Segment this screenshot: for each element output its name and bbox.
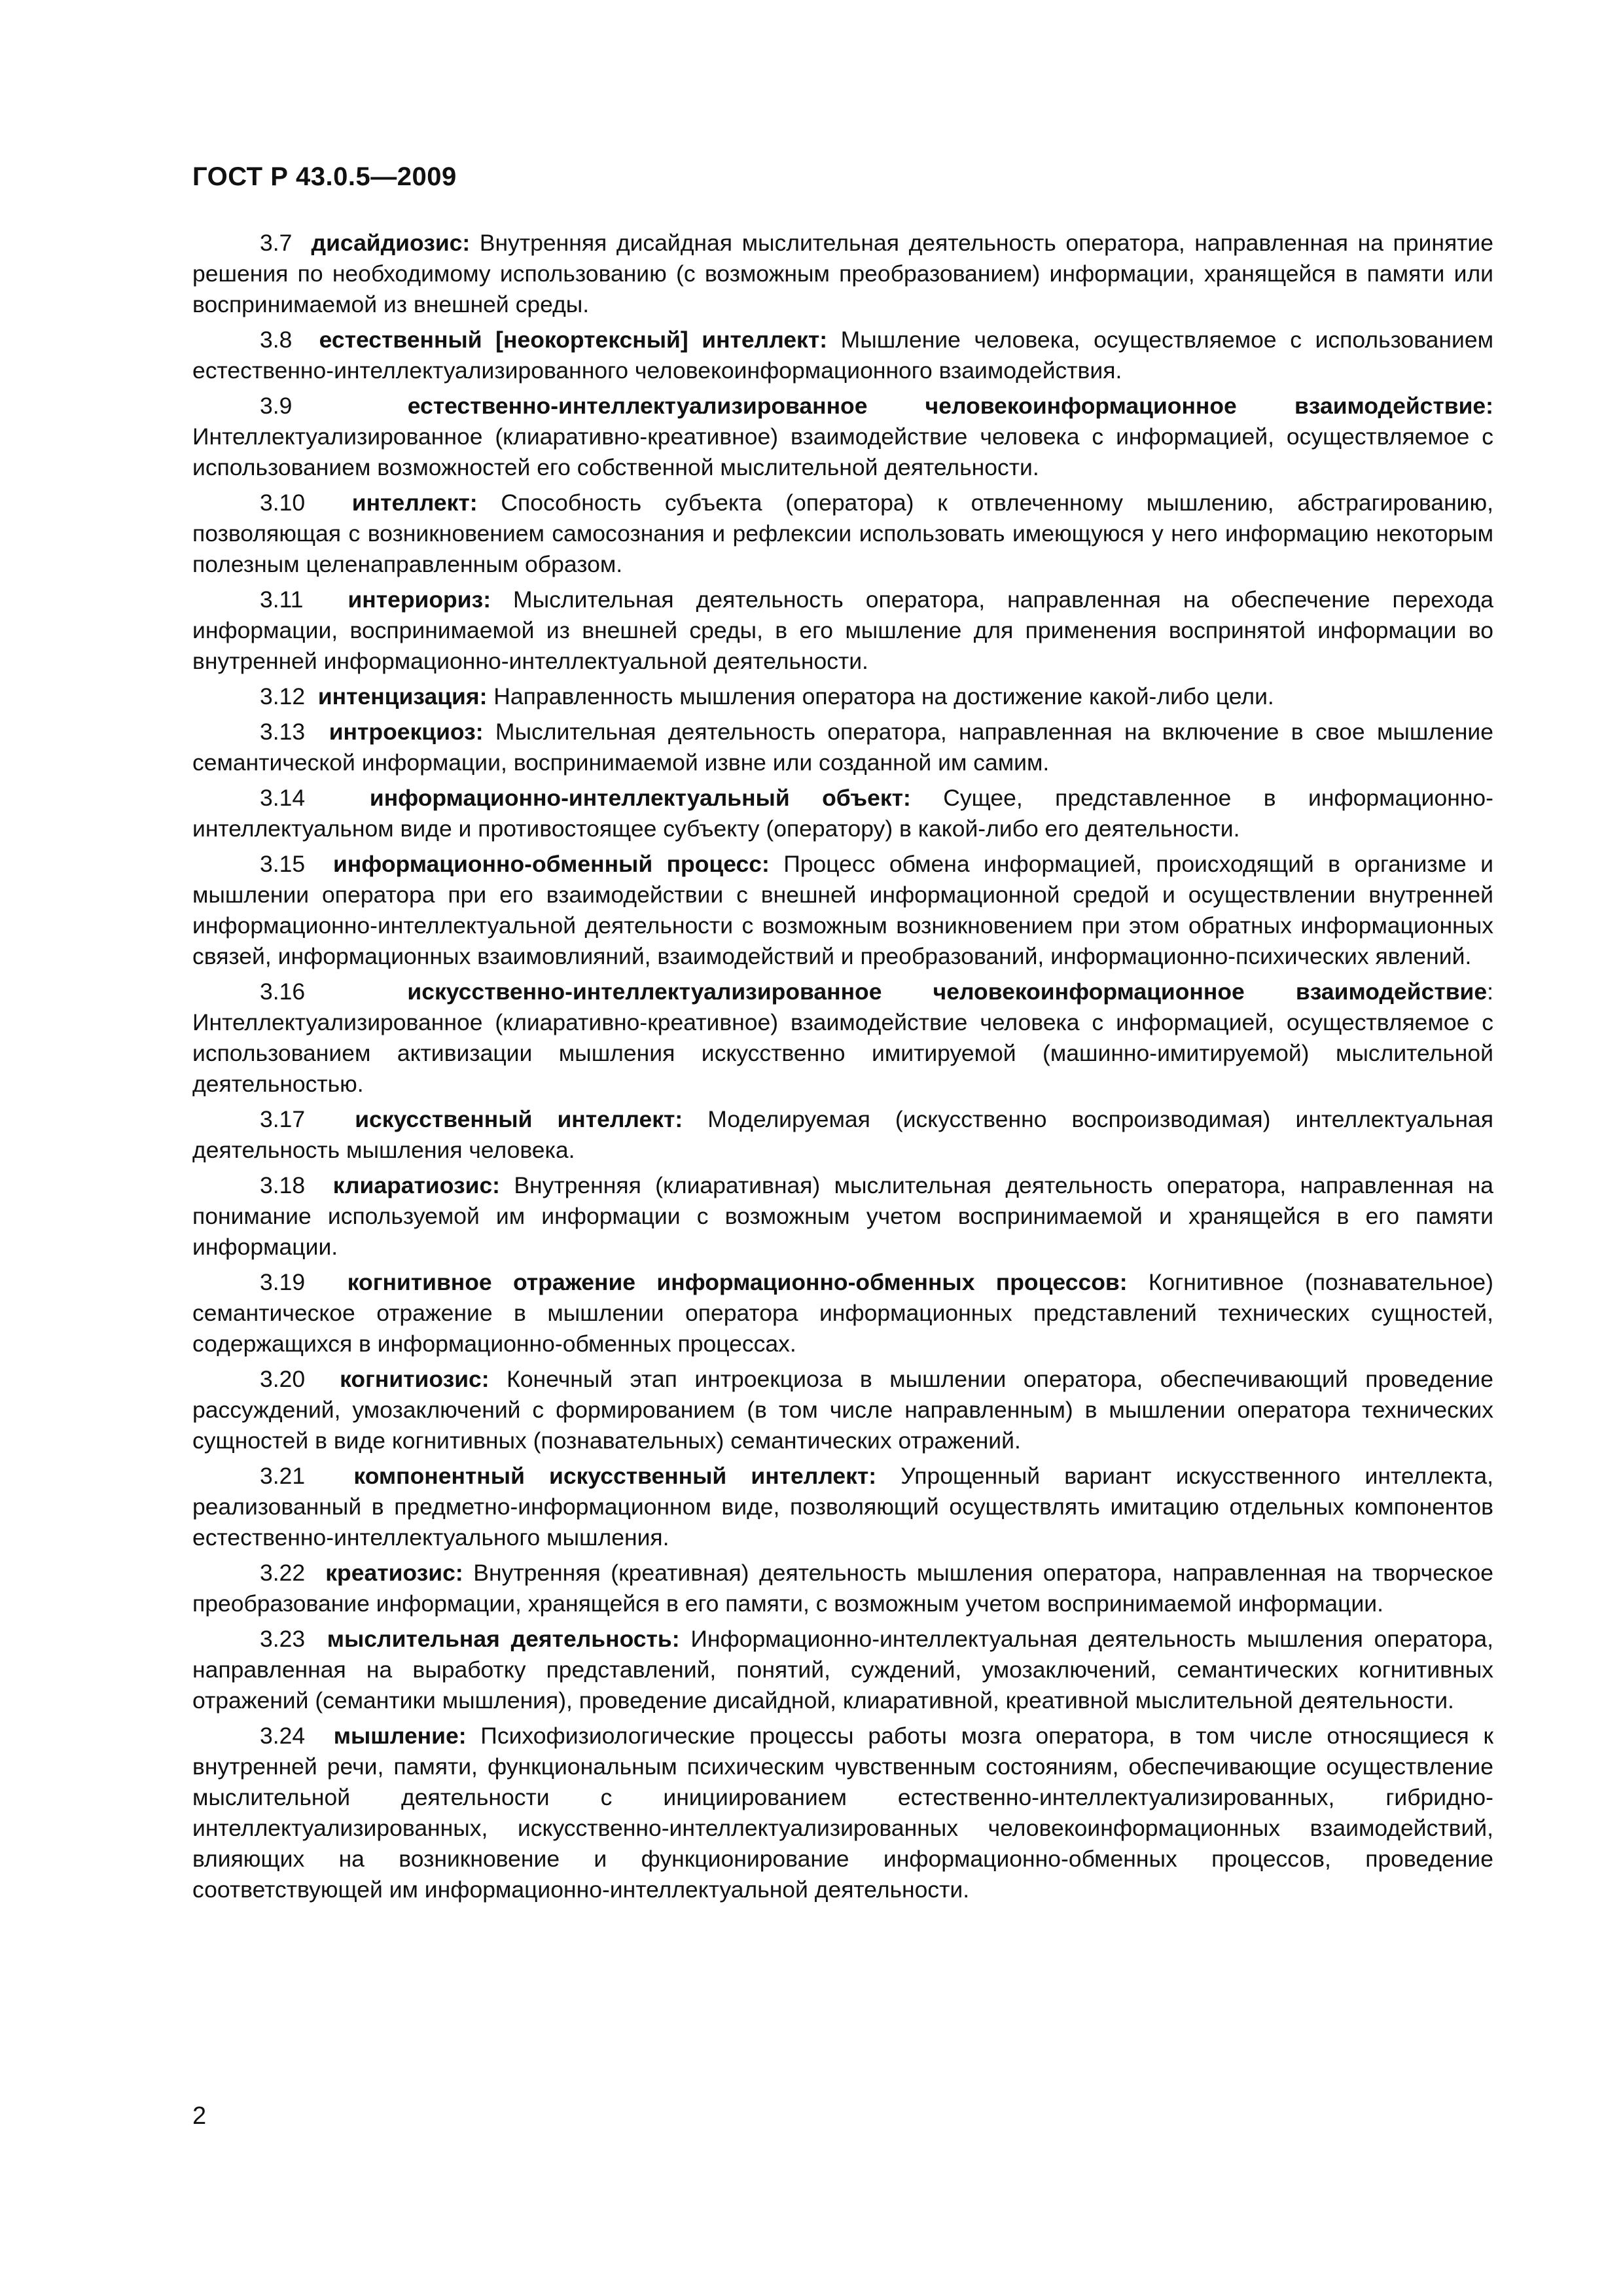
term-number: 3.19 bbox=[260, 1269, 306, 1295]
term-definition: Процесс обмена информацией, происходящий в организме и мышлении оператора при его взаимодействии с внешней информационной средой и осуществлении внутренней информационно-интеллектуальной деятельности с возможным возникновением при этом обратных информационных связей, информационных взаимовлияний, взаимодействий и преобразований, информационно-психических явлений. bbox=[192, 851, 1493, 969]
term-definition: Внутренняя дисайдная мыслительная деятельность оператора, направленная на принятие решения по необходимому использованию (с возможным преобразованием) информации, хранящейся в памяти или воспринимаемой из внешней среды. bbox=[192, 230, 1493, 317]
term-title: естественный [неокортексный] интеллект: bbox=[319, 327, 828, 353]
term-title: искусственно-интеллектуализированное человекоинформационное взаимодействие bbox=[407, 978, 1488, 1005]
term-number: 3.11 bbox=[260, 586, 304, 613]
term-number: 3.14 bbox=[260, 785, 306, 811]
term-entry bbox=[192, 1267, 1493, 1359]
term-title: информационно-интеллектуальный объект: bbox=[369, 785, 911, 811]
term-entry bbox=[192, 783, 1493, 844]
term-title: интенцизация: bbox=[317, 683, 488, 709]
term-definition: Упрощенный вариант искусственного интеллекта, реализованный в предметно-информационном виде, позволяющий осуществлять имитацию отдельных компонентов естественно-интеллектуального мышления. bbox=[192, 1463, 1493, 1551]
term-definition: Мыслительная деятельность оператора, направленная на обеспечение перехода информации, воспринимаемой из внешней среды, в его мышление для применения воспринятой информации во внутренней информационно-интеллектуальной деятельности. bbox=[192, 586, 1493, 674]
term-title: когнитивное отражение информационно-обменных процессов: bbox=[347, 1269, 1128, 1295]
term-number: 3.24 bbox=[260, 1723, 306, 1749]
term-definition: Внутренняя (креативная) деятельность мышления оператора, направленная на творческое преобразование информации, хранящейся в его памяти, с возможным учетом воспринимаемой информации. bbox=[192, 1560, 1493, 1617]
term-title: мышление: bbox=[333, 1723, 467, 1749]
term-number: 3.16 bbox=[260, 978, 306, 1005]
term-entry bbox=[192, 717, 1493, 778]
term-definition: Информационно-интеллектуальная деятельность мышления оператора, направленная на выработку представлений, понятий, суждений, умозаключений, семантических когнитивных отражений (семантики мышления), проведение дисайдной, клиаративной, креативной мыслительной деятельности. bbox=[192, 1626, 1493, 1713]
term-definition: Интеллектуализированное (клиаративно-креативное) взаимодействие человека с информацией, осуществляемое с использованием возможностей его собственной мыслительной деятельности. bbox=[192, 423, 1493, 480]
term-definition: Психофизиологические процессы работы мозга оператора, в том числе относящиеся к внутренней речи, памяти, функциональным психическим чувственным состояниям, обеспечивающие осуществление мыслительной деятельности с инициированием естественно-интеллектуализированных, гибридно-интеллектуализированных, искусственно-интеллектуализированных человекоинформационных взаимодействий, влияющих на возникновение и функционирование информационно-обменных процессов, проведение соответствующей им информационно-интеллектуальной деятельности. bbox=[192, 1723, 1493, 1903]
term-number: 3.15 bbox=[260, 851, 306, 877]
term-entry bbox=[192, 977, 1493, 1100]
term-entry bbox=[192, 325, 1493, 386]
term-definition: : Интеллектуализированное (клиаративно-креативное) взаимодействие человека с информацией, осуществляемое с использованием активизации мышления искусственно имитируемой (машинно-имитируемой) мыслительной деятельностью. bbox=[192, 978, 1493, 1097]
term-entry bbox=[192, 488, 1493, 580]
term-number: 3.7 bbox=[260, 230, 293, 256]
term-entry bbox=[192, 1170, 1493, 1263]
term-title: креатиозис: bbox=[325, 1560, 463, 1586]
term-number: 3.21 bbox=[260, 1463, 306, 1489]
term-definition: Мыслительная деятельность оператора, направленная на включение в свое мышление семантической информации, воспринимаемой извне или созданной им самим. bbox=[192, 719, 1494, 776]
term-entry bbox=[192, 1364, 1493, 1456]
term-title: естественно-интеллектуализированное человекоинформационное взаимодействие: bbox=[407, 393, 1493, 419]
term-title: информационно-обменный процесс: bbox=[332, 851, 770, 877]
term-title: интеллект: bbox=[351, 490, 478, 516]
term-entry bbox=[192, 391, 1493, 483]
term-entry bbox=[192, 1104, 1493, 1166]
term-entry bbox=[192, 228, 1493, 320]
term-entry bbox=[192, 1461, 1493, 1553]
term-title: интериориз: bbox=[348, 586, 491, 613]
term-entry bbox=[192, 584, 1493, 677]
term-number: 3.13 bbox=[260, 719, 306, 745]
term-number: 3.18 bbox=[260, 1172, 306, 1198]
term-number: 3.17 bbox=[260, 1106, 306, 1132]
term-entry bbox=[192, 1721, 1493, 1905]
term-entry bbox=[192, 681, 1493, 712]
term-definition: Моделируемая (искусственно воспроизводимая) интеллектуальная деятельность мышления человека. bbox=[192, 1106, 1493, 1163]
term-title: искусственный интеллект: bbox=[355, 1106, 683, 1132]
term-number: 3.8 bbox=[260, 327, 293, 353]
term-number: 3.10 bbox=[260, 490, 306, 516]
term-definition: Когнитивное (познавательное) семантическое отражение в мышлении оператора информационных представлений технических сущностей, содержащихся в информационно-обменных процессах. bbox=[192, 1269, 1493, 1357]
term-number: 3.12 bbox=[260, 683, 306, 709]
term-title: когнитиозис: bbox=[340, 1366, 490, 1392]
term-title: компонентный искусственный интеллект: bbox=[353, 1463, 877, 1489]
term-number: 3.23 bbox=[260, 1626, 306, 1652]
term-definition: Мышление человека, осуществляемое с использованием естественно-интеллектуализированного человекоинформационного взаимодействия. bbox=[192, 327, 1493, 384]
term-definition: Сущее, представленное в информационно-интеллектуальном виде и противостоящее субъекту (оператору) в какой-либо его деятельности. bbox=[192, 785, 1493, 842]
term-title: дисайдиозис: bbox=[311, 230, 471, 256]
term-title: интроекциоз: bbox=[329, 719, 484, 745]
term-definition: Направленность мышления оператора на достижение какой-либо цели. bbox=[487, 683, 1274, 709]
term-entry bbox=[192, 1558, 1493, 1619]
term-entry bbox=[192, 1624, 1493, 1716]
term-definition: Внутренняя (клиаративная) мыслительная деятельность оператора, направленная на понимание используемой им информации с возможным учетом воспринимаемой и хранящейся в его памяти информации. bbox=[192, 1172, 1493, 1260]
term-entry bbox=[192, 849, 1493, 972]
term-title: мыслительная деятельность: bbox=[327, 1626, 680, 1652]
term-definition: Способность субъекта (оператора) к отвлеченному мышлению, абстрагированию, позволяющая с возникновением самосознания и рефлексии использовать имеющуюся у него информацию некоторым полезным целенаправленным образом. bbox=[192, 490, 1493, 577]
term-definition: Конечный этап интроекциоза в мышлении оператора, обеспечивающий проведение рассуждений, умозаключений с формированием (в том числе направленным) в мышлении оператора технических сущностей в виде когнитивных (познавательных) семантических отражений. bbox=[192, 1366, 1493, 1454]
term-number: 3.22 bbox=[260, 1560, 306, 1586]
term-title: клиаратиозис: bbox=[332, 1172, 501, 1198]
term-number: 3.20 bbox=[260, 1366, 306, 1392]
document-header: ГОСТ Р 43.0.5—2009 bbox=[192, 162, 457, 191]
term-number: 3.9 bbox=[260, 393, 293, 419]
terms-list bbox=[192, 228, 1493, 1910]
page-number: 2 bbox=[192, 2102, 207, 2130]
